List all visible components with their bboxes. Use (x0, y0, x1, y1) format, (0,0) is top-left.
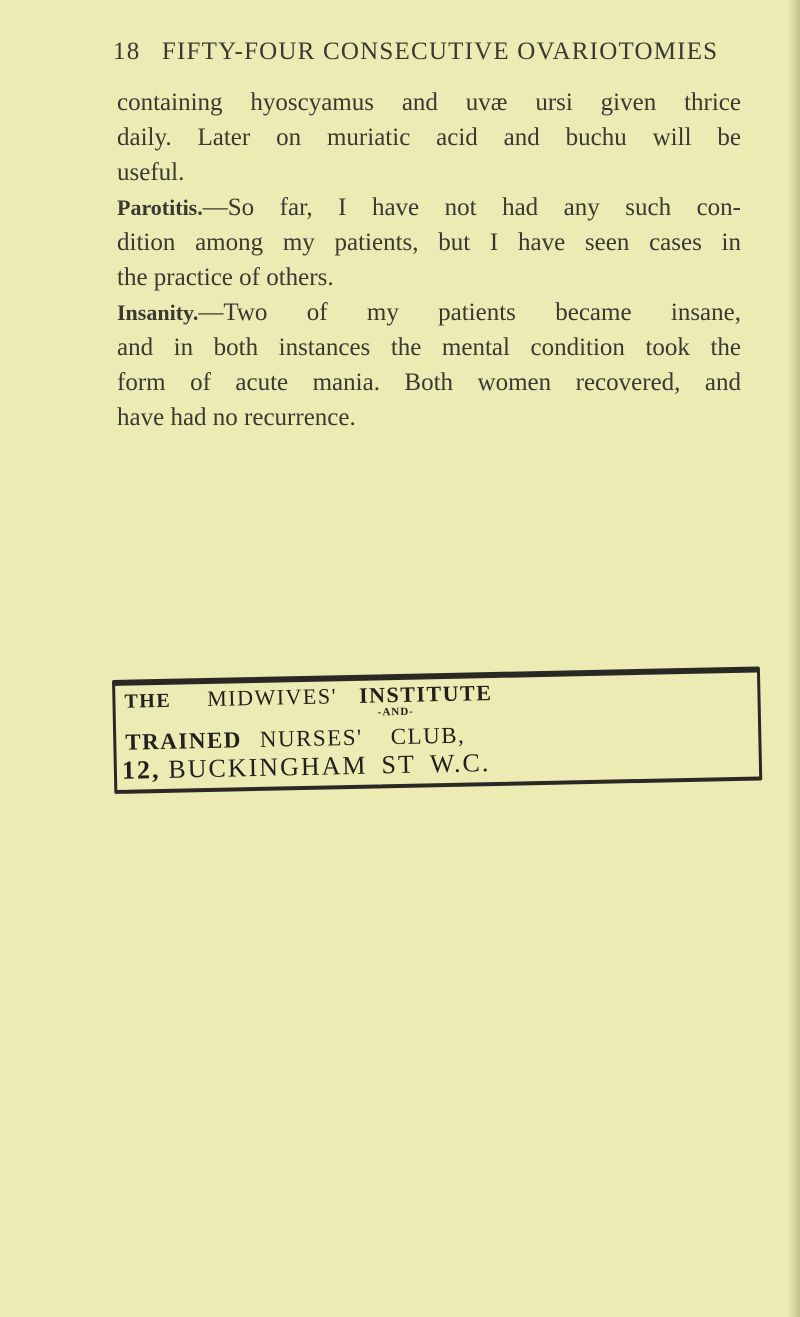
text-span: —Two of my patients became insane, (198, 299, 741, 326)
text-line: have had no recurrence. (117, 404, 356, 431)
body-text (117, 85, 741, 435)
text-line: useful. (117, 159, 185, 186)
stamp-word: THE (124, 689, 172, 713)
stamp-word: W.C. (429, 748, 491, 779)
stamp-word: NURSES' (259, 724, 363, 752)
stamp-word: BUCKINGHAM (168, 750, 368, 784)
insanity-heading: Insanity. (117, 300, 199, 325)
parotitis-heading: Parotitis. (117, 195, 203, 220)
text-line: daily. Later on muriatic acid and buchu will be (117, 124, 741, 151)
text-line: form of acute mania. Both women recovered, and (117, 369, 741, 396)
stamp-and: -AND- (377, 705, 415, 719)
insanity-paragraph-line (117, 295, 741, 330)
text-line: containing hyoscyamus and uvæ ursi given thrice (117, 89, 741, 116)
stamp-word: MIDWIVES' (206, 683, 338, 712)
stamp-word: CLUB, (390, 722, 466, 750)
parotitis-paragraph-line (117, 190, 741, 225)
stamp-word: ST (381, 749, 417, 780)
text-span: —So far, I have not had any such con- (202, 194, 741, 221)
running-head (113, 38, 753, 66)
text-line: and in both instances the mental condition took the (117, 334, 741, 361)
running-title: FIFTY-FOUR CONSECUTIVE OVARIOTOMIES (161, 38, 719, 65)
stamp-word: INSTITUTE (358, 680, 493, 708)
text-line: dition among my patients, but I have seen cases in (117, 229, 741, 256)
page-edge-shadow (788, 0, 800, 1317)
stamp-word: TRAINED (125, 727, 243, 755)
text-line: the practice of others. (117, 264, 334, 291)
page-number: 18 (113, 38, 141, 65)
library-stamp (112, 666, 762, 794)
stamp-word: 12, (121, 755, 161, 785)
